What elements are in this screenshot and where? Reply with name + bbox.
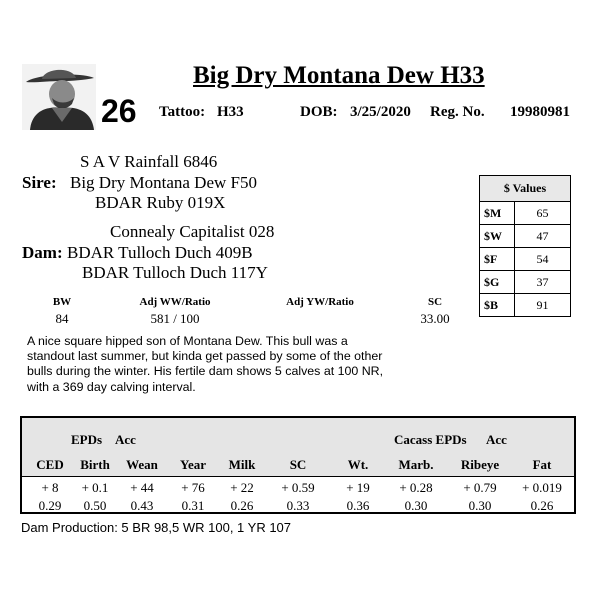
reg-label: Reg. No.: [430, 104, 485, 120]
cowboy-photo: [22, 64, 96, 130]
dob-label: DOB:: [300, 104, 338, 120]
sire-sire: S A V Rainfall 6846: [80, 152, 218, 171]
dollar-value-num: 91: [515, 294, 571, 317]
epd-value: + 76: [181, 480, 205, 495]
epd-col-header: Wt.: [347, 457, 369, 472]
epd-value: + 0.1: [81, 480, 109, 495]
dollar-value-row: [480, 271, 571, 294]
epd-value: + 0.59: [281, 480, 315, 495]
dollar-value-num: 37: [515, 271, 571, 294]
dam-sire: Connealy Capitalist 028: [110, 222, 275, 241]
epd-accuracy: 0.30: [468, 498, 492, 513]
epd-value: + 0.79: [463, 480, 497, 495]
sire-label: Sire:: [22, 173, 57, 192]
epd-col-header: Fat: [532, 457, 552, 472]
epd-value: + 0.28: [399, 480, 433, 495]
sc-value: 33.00: [420, 311, 450, 326]
epd-col-header: Wean: [126, 457, 158, 472]
dam-dam: BDAR Tulloch Duch 117Y: [82, 263, 268, 282]
epd-accuracy: 0.31: [181, 498, 205, 513]
epd-col-header: SC: [289, 457, 307, 472]
epd-group-acc: Acc: [115, 432, 136, 447]
epd-group-title: EPDs: [71, 432, 103, 447]
dollar-value-num: 47: [515, 225, 571, 248]
dollar-value-row: [480, 202, 571, 225]
dollar-value-num: 54: [515, 248, 571, 271]
bull-description: A nice square hipped son of Montana Dew. This bull was a standout last summer, but kinda get passed by some of the other bulls during the winter. His fertile dam shows 5 calves at 100 NR, with a 369 day calving interval.: [27, 334, 384, 394]
dollar-value-row: [480, 225, 571, 248]
carcass-group-title: Cacass EPDs: [394, 432, 467, 447]
tattoo-value: H33: [217, 104, 244, 120]
epd-col-header: Birth: [80, 457, 110, 472]
epd-value: + 8: [41, 480, 59, 495]
epd-col-header: Milk: [228, 457, 256, 472]
epd-value: + 44: [130, 480, 154, 495]
bw-value: 84: [55, 311, 69, 326]
dollar-values-title: $ Values: [480, 176, 571, 202]
epd-col-header: Year: [180, 457, 206, 472]
epd-accuracy: 0.43: [130, 498, 154, 513]
epd-value: + 22: [230, 480, 254, 495]
dam-label: Dam:: [22, 243, 63, 262]
bw-label: BW: [52, 296, 72, 308]
sire-name: Big Dry Montana Dew F50: [70, 173, 257, 192]
epd-accuracy: 0.30: [404, 498, 428, 513]
epd-accuracy: 0.26: [530, 498, 554, 513]
dollar-value-key: $G: [480, 271, 515, 294]
epd-value: + 19: [346, 480, 370, 495]
dollar-value-row: [480, 294, 571, 317]
carcass-group-acc: Acc: [486, 432, 507, 447]
dollar-values-table: [479, 175, 571, 317]
epd-table: [20, 416, 576, 514]
dam-name: BDAR Tulloch Duch 409B: [67, 243, 253, 262]
lot-number: 26: [101, 93, 137, 129]
dollar-value-row: [480, 248, 571, 271]
sc-label: SC: [427, 296, 443, 308]
epd-col-header: Ribeye: [460, 457, 500, 472]
yw-label: Adj YW/Ratio: [286, 296, 354, 308]
epd-accuracy: 0.29: [38, 498, 62, 513]
epd-accuracy: 0.50: [83, 498, 107, 513]
ww-label: Adj WW/Ratio: [139, 296, 211, 308]
dollar-value-key: $B: [480, 294, 515, 317]
dollar-value-num: 65: [515, 202, 571, 225]
epd-accuracy: 0.33: [286, 498, 310, 513]
tattoo-label: Tattoo:: [159, 104, 206, 120]
dam-production: Dam Production: 5 BR 98,5 WR 100, 1 YR 107: [21, 520, 292, 535]
epd-value: + 0.019: [522, 480, 562, 495]
reg-value: 19980981: [510, 104, 570, 120]
epd-col-header: Marb.: [398, 457, 434, 472]
page-title: Big Dry Montana Dew H33: [193, 62, 485, 89]
epd-accuracy: 0.36: [346, 498, 370, 513]
dollar-value-key: $M: [480, 202, 515, 225]
dob-value: 3/25/2020: [350, 104, 411, 120]
epd-col-header: CED: [36, 457, 64, 472]
ww-value: 581 / 100: [150, 311, 200, 326]
dollar-value-key: $W: [480, 225, 515, 248]
sire-dam: BDAR Ruby 019X: [95, 193, 226, 212]
dollar-value-key: $F: [480, 248, 515, 271]
epd-accuracy: 0.26: [230, 498, 254, 513]
